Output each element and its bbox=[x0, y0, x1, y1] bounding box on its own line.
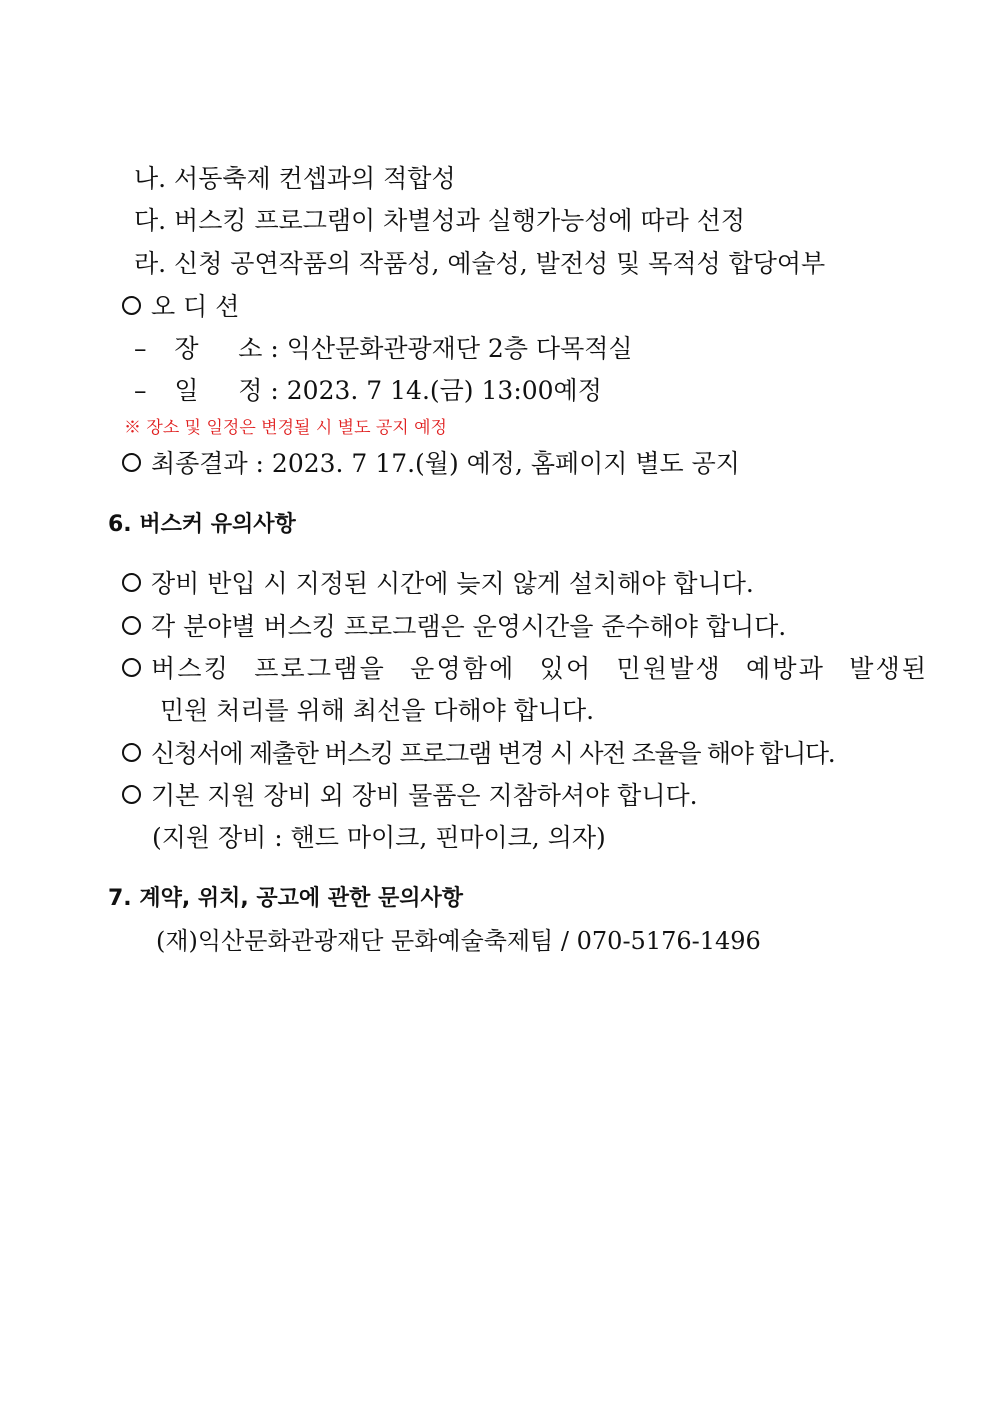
criteria-item: 나. 서동축제 컨셉과의 적합성 bbox=[134, 164, 456, 193]
circle-bullet-icon bbox=[122, 573, 141, 592]
busker-notice-item bbox=[122, 654, 929, 684]
busker-notice-text: 각 분야별 버스킹 프로그램은 운영시간을 준수해야 합니다. bbox=[151, 612, 787, 641]
section-7-heading: 7. 계약, 위치, 공고에 관한 문의사항 bbox=[108, 886, 463, 911]
place-label: 장 소 bbox=[174, 334, 263, 363]
final-result-row bbox=[122, 449, 740, 479]
schedule-change-note: ※ 장소 및 일정은 변경될 시 별도 공지 예정 bbox=[124, 418, 447, 438]
support-equipment-note: (지원 장비 : 핸드 마이크, 핀마이크, 의자) bbox=[152, 823, 606, 852]
circle-bullet-icon bbox=[122, 743, 141, 762]
circle-bullet-icon bbox=[122, 785, 141, 804]
busker-notice-item bbox=[122, 781, 698, 811]
final-result-text: 최종결과 : 2023. 7 17.(월) 예정, 홈페이지 별도 공지 bbox=[151, 449, 740, 478]
section-6-heading: 6. 버스커 유의사항 bbox=[108, 512, 296, 537]
busker-notice-text: 버스킹 프로그램을 운영함에 있어 민원발생 예방과 발생된 bbox=[151, 654, 929, 683]
busker-notice-item bbox=[122, 612, 786, 642]
busker-notice-item bbox=[122, 739, 834, 769]
criteria-item: 라. 신청 공연작품의 작품성, 예술성, 발전성 및 목적성 합당여부 bbox=[134, 249, 826, 278]
contact-info: (재)익산문화관광재단 문화예술축제팀 / 070-5176-1496 bbox=[156, 927, 761, 955]
circle-bullet-icon bbox=[122, 658, 141, 677]
busker-notice-text: 기본 지원 장비 외 장비 물품은 지참하셔야 합니다. bbox=[151, 781, 698, 810]
audition-title: 오 디 션 bbox=[151, 292, 240, 321]
circle-bullet-icon bbox=[122, 296, 141, 315]
busker-notice-continuation: 민원 처리를 위해 최선을 다해야 합니다. bbox=[160, 696, 595, 725]
circle-bullet-icon bbox=[122, 453, 141, 472]
circle-bullet-icon bbox=[122, 616, 141, 635]
date-label: 일 정 bbox=[174, 376, 263, 405]
busker-notice-text: 장비 반입 시 지정된 시간에 늦지 않게 설치해야 합니다. bbox=[151, 569, 754, 598]
dash-bullet: – bbox=[134, 376, 147, 405]
busker-notice-item bbox=[122, 569, 754, 599]
place-value: : 익산문화관광재단 2층 다목적실 bbox=[270, 334, 633, 363]
busker-notice-text: 신청서에 제출한 버스킹 프로그램 변경 시 사전 조율을 해야 합니다. bbox=[151, 739, 835, 768]
date-value: : 2023. 7 14.(금) 13:00예정 bbox=[270, 376, 602, 405]
audition-place-row bbox=[134, 334, 633, 364]
audition-title-row bbox=[122, 292, 239, 322]
criteria-item: 다. 버스킹 프로그램이 차별성과 실행가능성에 따라 선정 bbox=[134, 206, 746, 235]
dash-bullet: – bbox=[134, 334, 147, 363]
audition-date-row bbox=[134, 376, 602, 406]
